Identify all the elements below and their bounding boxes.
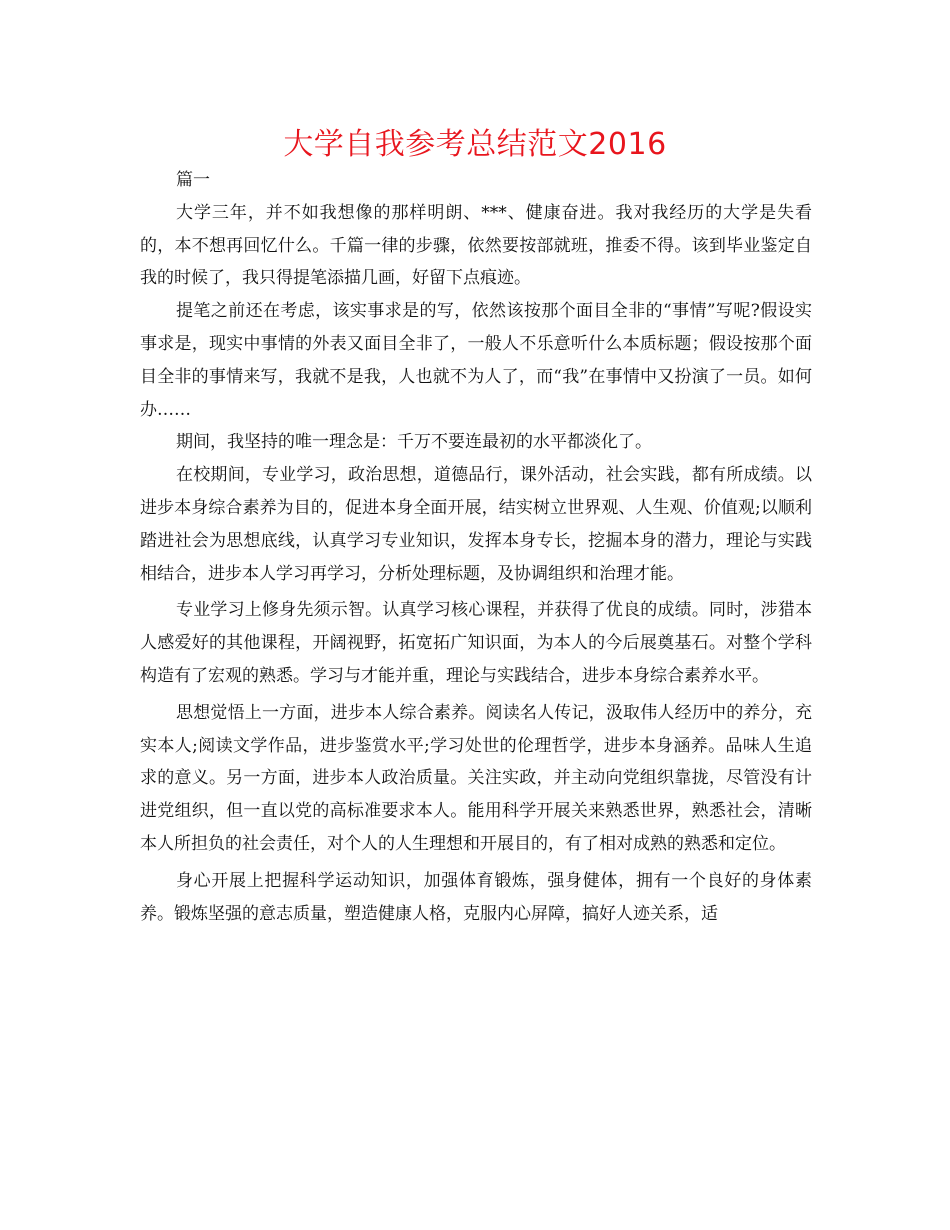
paragraph: 身心开展上把握科学运动知识，加强体育锻炼，强身健体，拥有一个良好的身体素养。锻炼坚强的意志质量，塑造健康人格，克服内心屏障，搞好人迹关系，适 xyxy=(140,870,812,924)
paragraph: 大学三年，并不如我想像的那样明朗、***、健康奋进。我对我经历的大学是失看的，本不想再回忆什么。千篇一律的步骤，依然要按部就班，推委不得。该到毕业鉴定自我的时候了，我只得提笔添描几画，好留下点痕迹。 xyxy=(140,202,812,289)
paragraph: 在校期间，专业学习，政治思想，道德品行，课外活动，社会实践，都有所成绩。以进步本身综合素养为目的，促进本身全面开展，结实树立世界观、人生观、价值观;以顺利踏进社会为思想底线，认真学习专业知识，发挥本身专长，挖掘本身的潜力，理论与实践相结合，进步本人学习再学习，分析处理标题，及协调组织和治理才能。 xyxy=(140,465,812,584)
document-body xyxy=(140,164,812,930)
paragraph: 思想觉悟上一方面，进步本人综合素养。阅读名人传记，汲取伟人经历中的养分，充实本人;阅读文学作品，进步鉴赏水平;学习处世的伦理哲学，进步本身涵养。品味人生追求的意义。另一方面，进步本人政治质量。关注实政，并主动向党组织靠拢，尽管没有计进党组织，但一直以党的高标准要求本人。能用科学开展关来熟悉世界，熟悉社会，清晰本人所担负的社会责任，对个人的人生理想和开展目的，有了相对成熟的熟悉和定位。 xyxy=(140,702,812,854)
paragraph: 专业学习上修身先须示智。认真学习核心课程，并获得了优良的成绩。同时，涉猎本人感爱好的其他课程，开阔视野，拓宽拓广知识面，为本人的今后展奠基石。对整个学科构造有了宏观的熟悉。学习与才能并重，理论与实践结合，进步本身综合素养水平。 xyxy=(140,600,812,686)
paragraph: 期间，我坚持的唯一理念是：千万不要连最初的水平都淡化了。 xyxy=(176,432,652,453)
section-heading: 篇一 xyxy=(176,170,210,190)
document-title: 大学自我参考总结范文2016 xyxy=(283,127,667,162)
paragraph: 提笔之前还在考虑，该实事求是的写，依然该按那个面目全非的“事情”写呢?假设实事求是，现实中事情的外表又面目全非了，一般人不乐意听什么本质标题；假设按那个面目全非的事情来写，我就不是我，人也就不为人了，而“我”在事情中又扮演了一员。如何办…… xyxy=(140,301,812,420)
